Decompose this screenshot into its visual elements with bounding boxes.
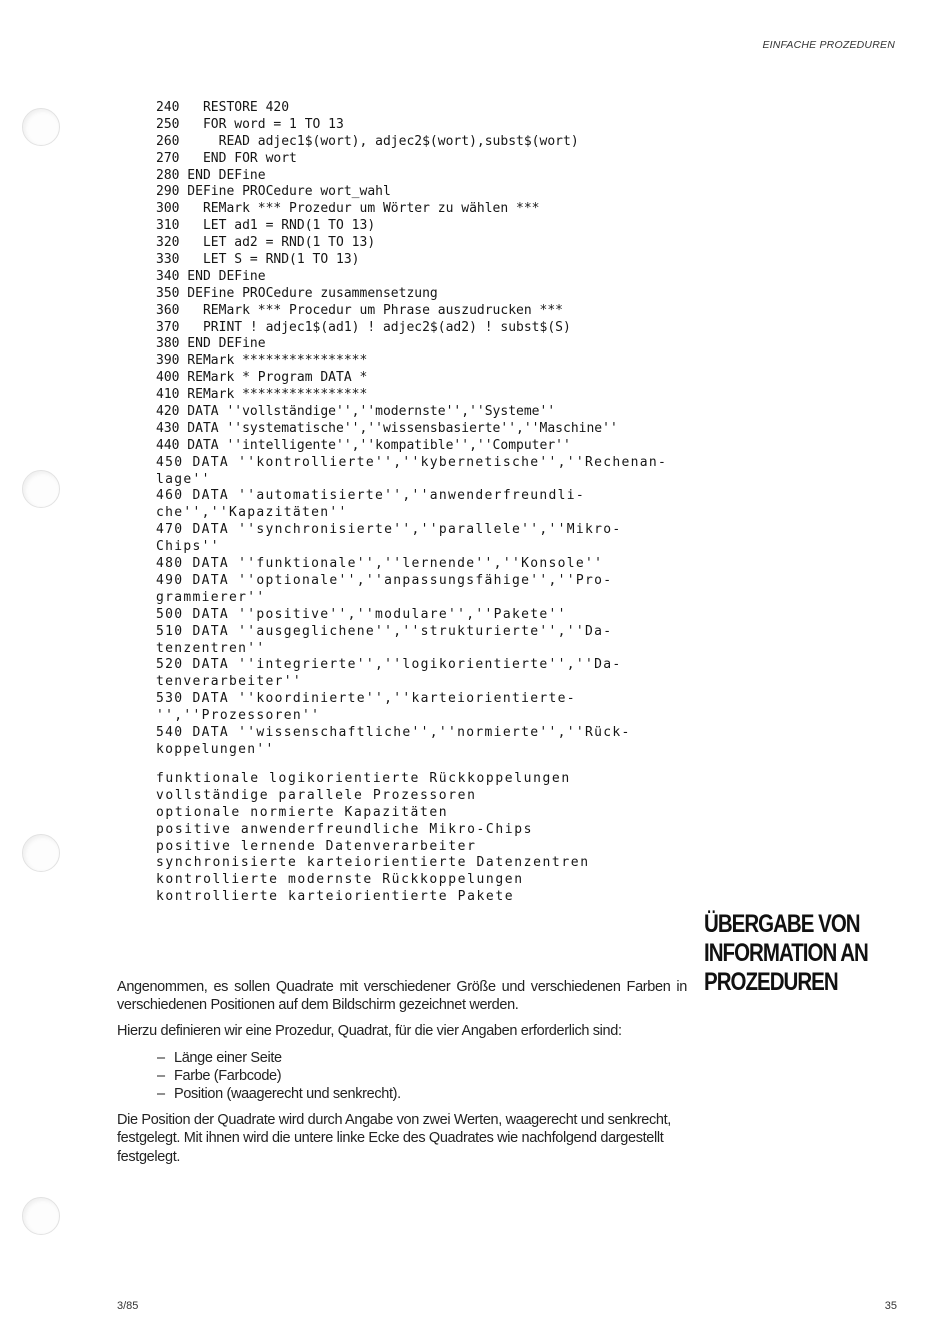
- code-line: 410 REMark ****************: [156, 387, 368, 403]
- output-line: kontrollierte karteiorientierte Pakete: [156, 889, 515, 905]
- code-line: Chips'': [156, 539, 220, 555]
- output-line: synchronisierte karteiorientierte Datenzentren: [156, 855, 590, 871]
- code-line: 350 DEFine PROCedure zusammensetzung: [156, 285, 438, 301]
- code-line: 300 REMark *** Prozedur um Wörter zu wählen ***: [156, 201, 540, 217]
- binder-hole: [22, 834, 60, 872]
- code-line: 250 FOR word = 1 TO 13: [156, 116, 344, 132]
- section-heading-line: ÜBERGABE VON: [704, 910, 860, 938]
- section-heading: [704, 910, 868, 997]
- code-line: '',''Prozessoren'': [156, 708, 321, 724]
- code-line: 280 END DEFine: [156, 167, 266, 183]
- section-heading-line: INFORMATION AN: [704, 939, 868, 967]
- code-line: grammierer'': [156, 589, 266, 605]
- code-line: 340 END DEFine: [156, 268, 266, 284]
- code-line: 480 DATA ''funktionale'',''lernende'',''Konsole'': [156, 556, 604, 572]
- paragraph: Die Position der Quadrate wird durch Angabe von zwei Werten, waagerecht und senkrecht, festgelegt. Mit ihnen wird die untere linke Ecke des Quadrates wie nachfolgend dargestellt festgelegt.: [117, 1112, 671, 1165]
- output-line: vollständige parallele Prozessoren: [156, 787, 477, 803]
- code-line: 460 DATA ''automatisierte'',''anwenderfreundli-: [156, 488, 585, 504]
- code-line: 440 DATA ''intelligente'',''kompatible'',''Computer'': [156, 437, 571, 453]
- code-line: 310 LET ad1 = RND(1 TO 13): [156, 218, 376, 234]
- code-line: 490 DATA ''optionale'',''anpassungsfähige'',''Pro-: [156, 572, 613, 588]
- code-line: 260 READ adjec1$(wort), adjec2$(wort),subst$(wort): [156, 133, 579, 149]
- list-item: – Länge einer Seite: [157, 1049, 687, 1067]
- code-line: 510 DATA ''ausgeglichene'',''strukturierte'',''Da-: [156, 623, 613, 639]
- output-line: positive anwenderfreundliche Mikro-Chips: [156, 821, 534, 837]
- code-line: 540 DATA ''wissenschaftliche'',''normierte'',''Rück-: [156, 724, 631, 740]
- output-line: optionale normierte Kapazitäten: [156, 804, 449, 820]
- code-line: 400 REMark * Program DATA *: [156, 370, 368, 386]
- program-output: [156, 771, 590, 906]
- code-line: 530 DATA ''koordinierte'',''karteiorientierte-: [156, 691, 576, 707]
- code-line: 270 END FOR wort: [156, 150, 297, 166]
- binder-hole: [22, 470, 60, 508]
- code-line: koppelungen'': [156, 741, 275, 757]
- code-line: tenzentren'': [156, 640, 266, 656]
- section-heading-line: PROZEDUREN: [704, 968, 838, 996]
- code-line: 320 LET ad2 = RND(1 TO 13): [156, 235, 376, 251]
- output-line: funktionale logikorientierte Rückkoppelungen: [156, 771, 571, 786]
- code-line: 380 END DEFine: [156, 336, 266, 352]
- running-head: EINFACHE PROZEDUREN: [762, 39, 895, 51]
- edition-label: 3/85: [117, 1300, 139, 1312]
- code-line: 420 DATA ''vollständige'',''modernste'',''Systeme'': [156, 404, 556, 420]
- code-line: 330 LET S = RND(1 TO 13): [156, 252, 360, 268]
- page-number: 35: [884, 1300, 897, 1312]
- code-line: lage'': [156, 471, 211, 487]
- requirements-list: [117, 1049, 687, 1104]
- code-line: 360 REMark *** Procedur um Phrase auszudrucken ***: [156, 302, 563, 318]
- code-line: 500 DATA ''positive'',''modulare'',''Pakete'': [156, 606, 567, 622]
- output-line: kontrollierte modernste Rückkoppelungen: [156, 872, 524, 888]
- paragraph: Hierzu definieren wir eine Prozedur, Quadrat, für die vier Angaben erforderlich sind:: [117, 1023, 622, 1040]
- list-item: – Position (waagerecht und senkrecht).: [157, 1085, 687, 1103]
- code-line: 240 RESTORE 420: [156, 100, 290, 115]
- binder-hole: [22, 1197, 60, 1235]
- binder-hole: [22, 108, 60, 146]
- output-line: positive lernende Datenverarbeiter: [156, 838, 477, 854]
- paragraph: Angenommen, es sollen Quadrate mit verschiedener Größe und verschiedenen Farben in verschiedenen Positionen auf dem Bildschirm gezeichnet werden.: [117, 979, 687, 1014]
- code-line: 520 DATA ''integrierte'',''logikorientierte'',''Da-: [156, 657, 622, 673]
- code-listing: [156, 100, 746, 759]
- code-line: 290 DEFine PROCedure wort_wahl: [156, 184, 391, 200]
- body-text: [117, 978, 687, 1174]
- code-line: 430 DATA ''systematische'',''wissensbasierte'',''Maschine'': [156, 420, 618, 436]
- code-line: 450 DATA ''kontrollierte'',''kybernetische'',''Rechenan-: [156, 454, 668, 470]
- code-line: 370 PRINT ! adjec1$(ad1) ! adjec2$(ad2) ! subst$(S): [156, 319, 571, 335]
- code-line: tenverarbeiter'': [156, 674, 303, 690]
- code-line: 390 REMark ****************: [156, 353, 368, 369]
- code-line: 470 DATA ''synchronisierte'',''parallele'',''Mikro-: [156, 522, 622, 538]
- code-line: che'',''Kapazitäten'': [156, 505, 348, 521]
- list-item: – Farbe (Farbcode): [157, 1067, 687, 1085]
